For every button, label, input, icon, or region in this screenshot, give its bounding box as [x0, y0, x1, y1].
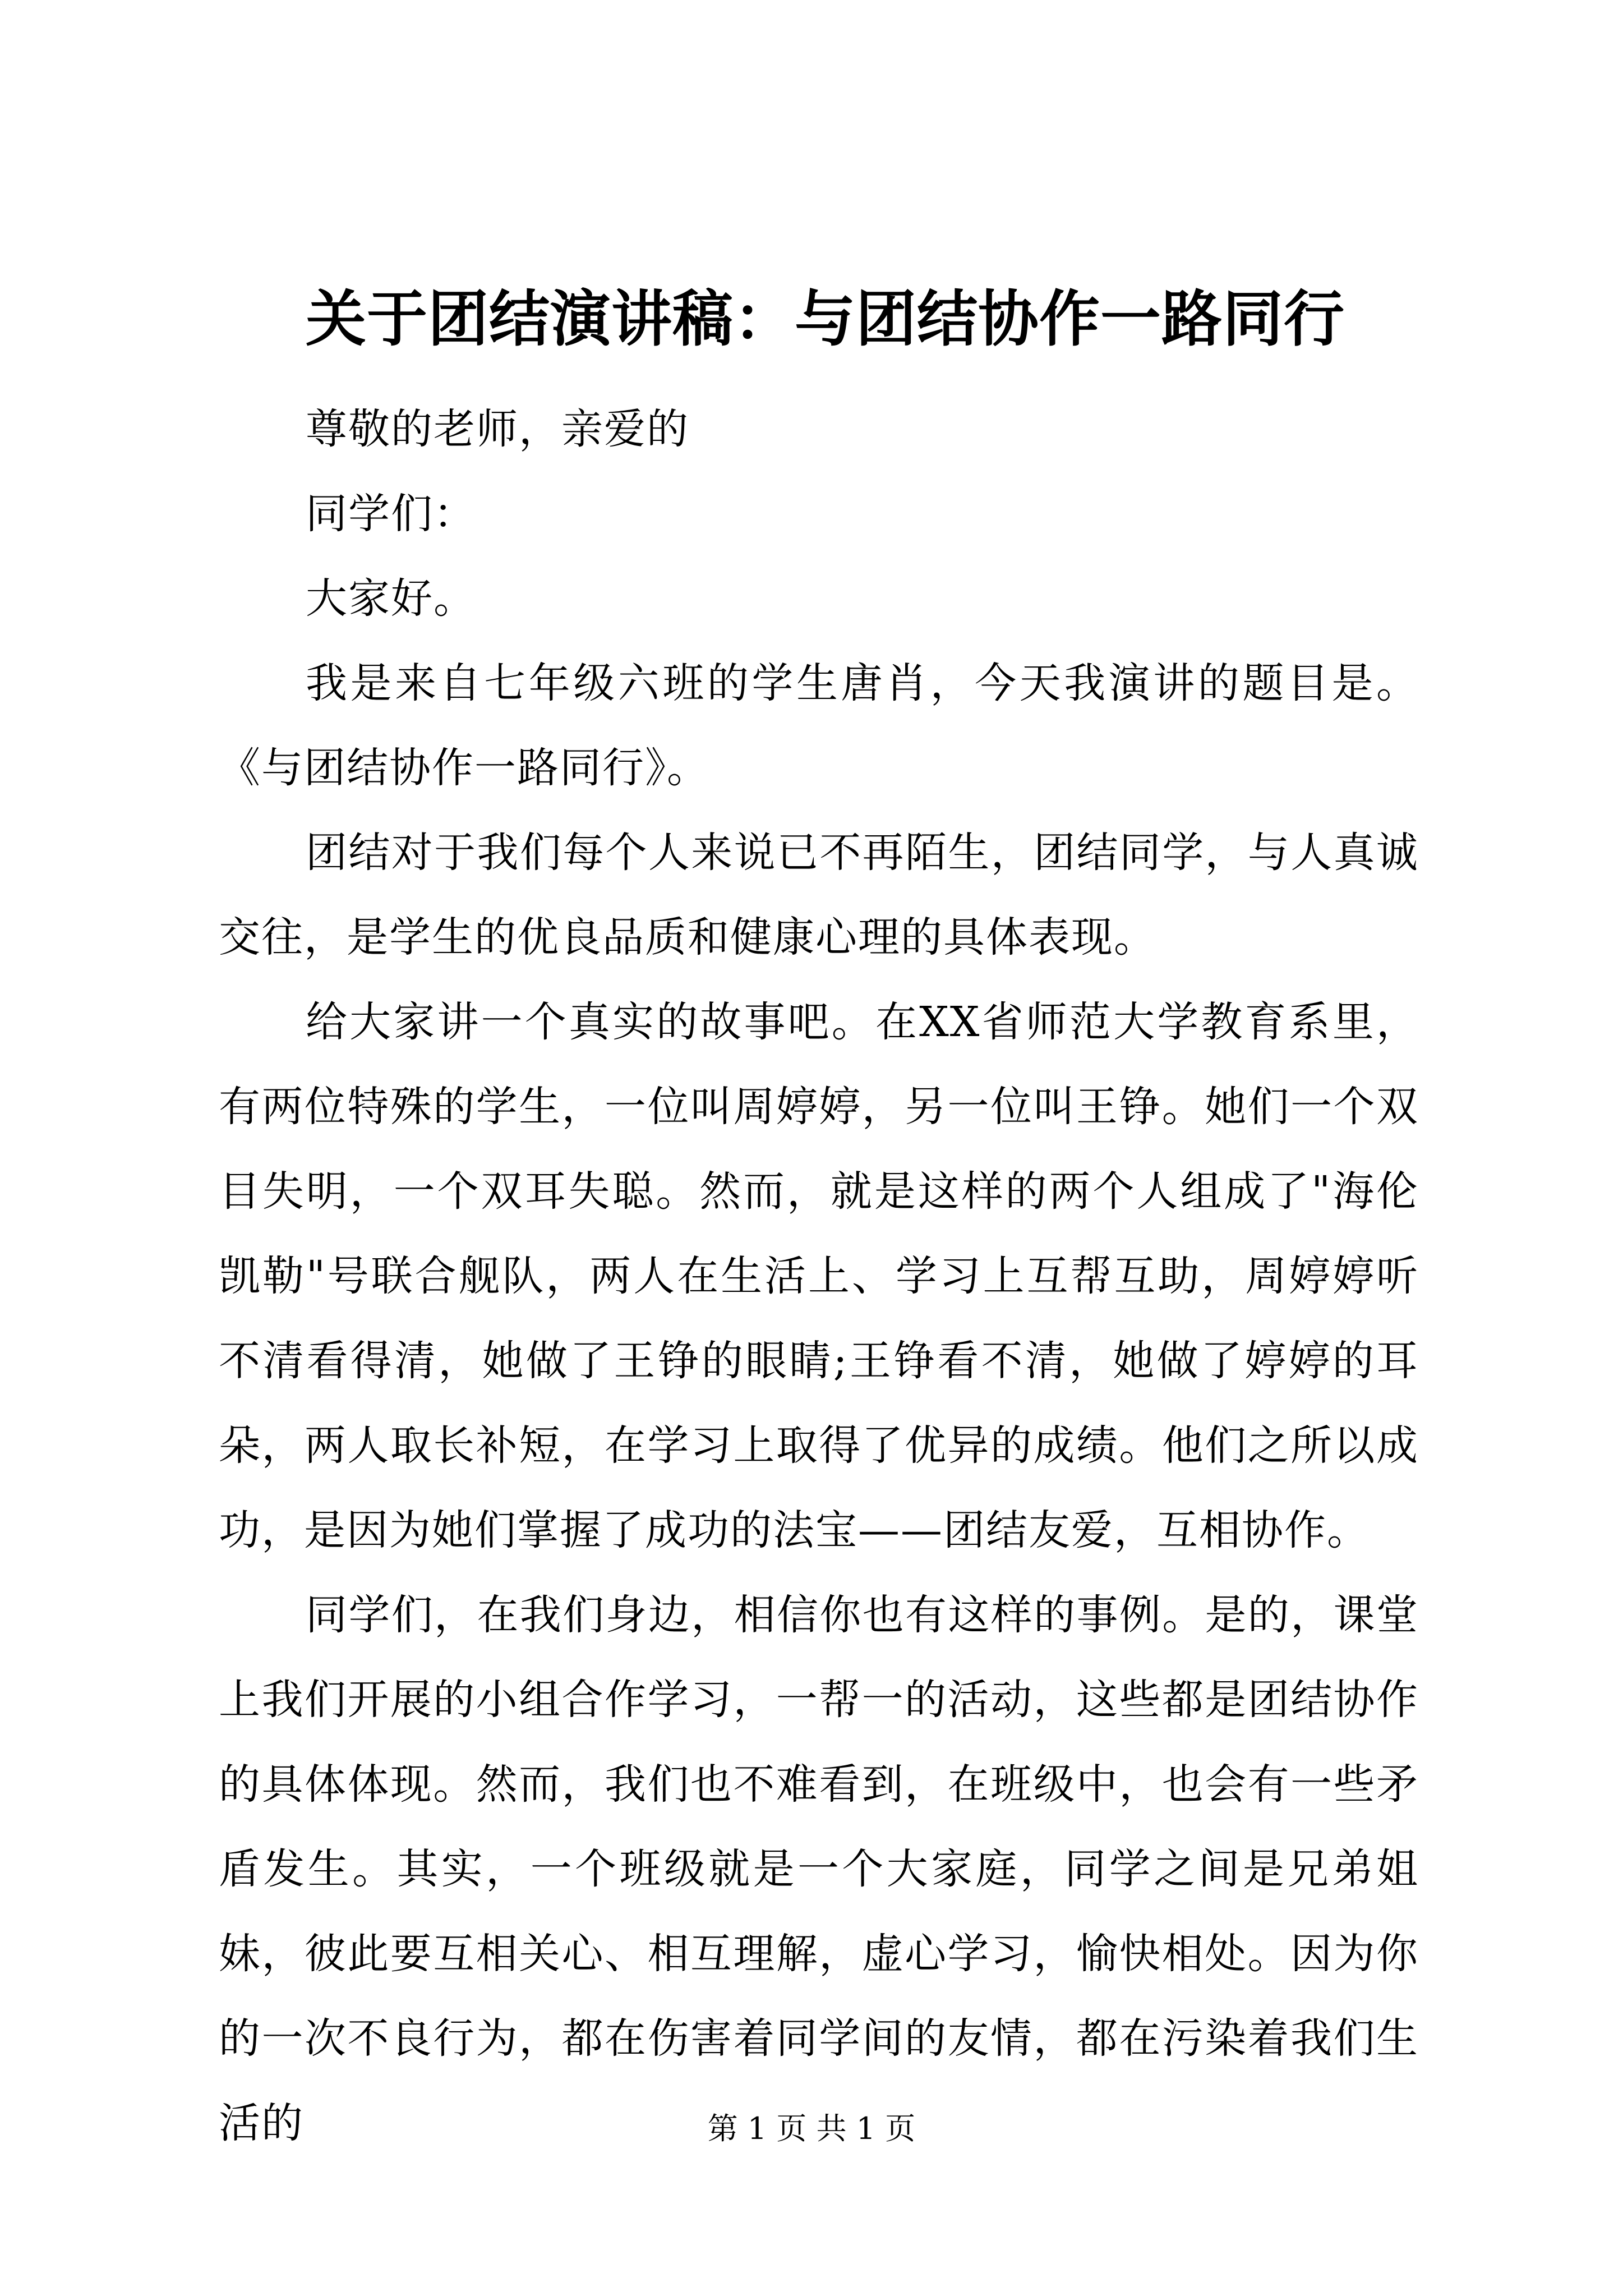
- paragraph-unity: 团结对于我们每个人来说已不再陌生，团结同学，与人真诚交往，是学生的优良品质和健康心理的具体表现。: [219, 829, 1419, 961]
- document-title: 关于团结演讲稿：与团结协作一路同行: [306, 284, 1345, 355]
- paragraph-introduction: 我是来自七年级六班的学生唐肖，今天我演讲的题目是。《与团结协作一路同行》。: [219, 659, 1419, 792]
- salutation-line-2: 同学们：: [306, 490, 476, 538]
- document-body: [219, 387, 1419, 2166]
- paragraph-classmates: 同学们，在我们身边，相信你也有这样的事例。是的，课堂上我们开展的小组合作学习，一帮一的活动，这些都是团结协作的具体体现。然而，我们也不难看到，在班级中，也会有一些矛盾发生。其实，一个班级就是一个大家庭，同学之间是兄弟姐妹，彼此要互相关心、相互理解，虚心学习，愉快相处。因为你的一次不良行为，都在伤害着同学间的友情，都在污染着我们生活的: [219, 1591, 1419, 2147]
- salutation-line-1: 尊敬的老师，亲爱的: [306, 405, 689, 453]
- greeting: 大家好。: [306, 574, 476, 623]
- paragraph-story: 给大家讲一个真实的故事吧。在XX省师范大学教育系里，有两位特殊的学生，一位叫周婷婷，另一位叫王铮。她们一个双目失明，一个双耳失聪。然而，就是这样的两个人组成了"海伦凯勒"号联合舰队，两人在生活上、学习上互帮互助，周婷婷听不清看得清，她做了王铮的眼睛;王铮看不清，她做了婷婷的耳朵，两人取长补短，在学习上取得了优异的成绩。他们之所以成功，是因为她们掌握了成功的法宝——团结友爱，互相协作。: [219, 998, 1419, 1554]
- page-number-footer: 第 1 页 共 1 页: [707, 2111, 916, 2146]
